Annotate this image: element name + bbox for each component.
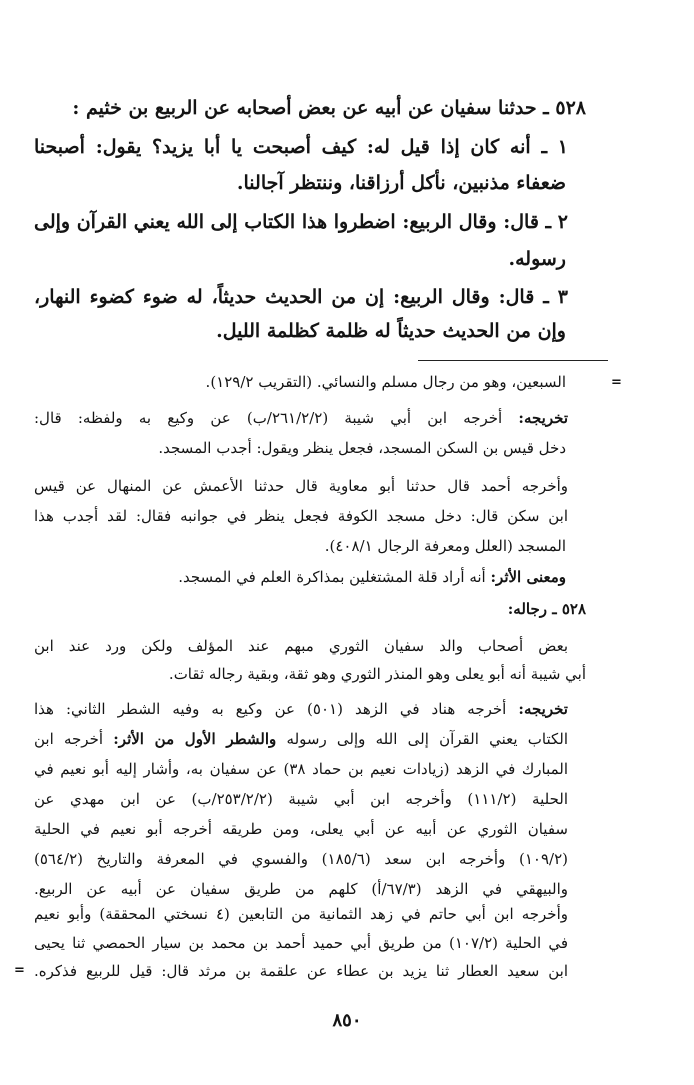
meaning-label: ومعنى الأثر: xyxy=(490,568,566,586)
takhrij-2-line-1: تخريجه: أخرجه هناد في الزهد (٥٠١) عن وكيع به وفيه الشطر الثاني: هذا xyxy=(34,700,568,718)
takhrij-2-line-3: المبارك في الزهد (زيادات نعيم بن حماد ٣٨) عن سفيان به، وأشار إليه أبو نعيم في xyxy=(34,760,569,778)
takhrij-2-line-5: سفيان الثوري عن أبيه عن أبي يعلى، ومن طريقه أخرجه أبو نعيم في الحلية xyxy=(34,820,568,838)
continuation-mark-bottom: = xyxy=(14,963,25,978)
takhrij-2-label: تخريجه: xyxy=(518,700,568,718)
footnote-continuation: السبعين، وهو من رجال مسلم والنسائي. (التقريب ١٢٩/٢). xyxy=(205,373,566,391)
narration-1-line-1: ١ ـ أنه كان إذا قيل له: كيف أصبحت يا أبا يزيد؟ يقول: أصبحنا xyxy=(34,136,568,158)
rijal-line-2: أبي شيبة أنه أبو يعلى وهو المنذر الثوري وهو ثقة، وبقية رجاله ثقات. xyxy=(168,665,586,683)
takhrij-2-line-6: (١٠٩/٢) وأخرجه ابن سعد (١٨٥/٦) والفسوي في المعرفة والتاريخ (٥٦٤/٢) xyxy=(34,850,568,868)
narration-2-line-2: رسوله. xyxy=(508,248,566,270)
takhrij-label: تخريجه: xyxy=(518,409,568,427)
takhrij-1-line-2: دخل قيس بن السكن المسجد، فجعل ينظر ويقول: أجدب المسجد. xyxy=(158,439,566,457)
ahmad-line-3: المسجد (العلل ومعرفة الرجال ٤٠٨/١). xyxy=(324,537,566,555)
narration-3-line-1: ٣ ـ قال: وقال الربيع: إن من الحديث حديثاً، له ضوء كضوء النهار، xyxy=(34,286,568,308)
narration-3-line-2: وإن من الحديث حديثاً له ظلمة كظلمة الليل. xyxy=(216,320,566,342)
takhrij-2-line-7: والبيهقي في الزهد (٦٧/٣/أ) كلهم من طريق سفيان عن أبيه عن الربيع. xyxy=(34,880,568,898)
meaning-line: ومعنى الأثر: أنه أراد قلة المشتغلين بمذاكرة العلم في المسجد. xyxy=(178,568,566,586)
narration-2-line-1: ٢ ـ قال: وقال الربيع: اضطروا هذا الكتاب إلى الله يعني القرآن وإلى xyxy=(34,211,568,233)
hadith-heading: ٥٢٨ ـ حدثنا سفيان عن أبيه عن بعض أصحابه عن الربيع بن خثيم : xyxy=(72,97,586,119)
takhrij-2-line-2: الكتاب يعني القرآن إلى الله وإلى رسوله والشطر الأول من الأثر: أخرجه ابن xyxy=(34,730,569,748)
narration-1-line-2: ضعفاء مذنبين، نأكل أرزاقنا، وننتظر آجالنا. xyxy=(236,172,566,194)
takhrij-2-line-9: في الحلية (١٠٧/٢) من طريق أبي حميد أحمد بن محمد بن سيار الحمصي ثنا يحيى xyxy=(34,934,568,952)
ahmad-line-2: ابن سكن قال: دخل مسجد الكوفة فجعل ينظر في جوانبه فقال: لقد أجدب هذا xyxy=(34,507,568,525)
takhrij-2-line-4: الحلية (١١١/٢) وأخرجه ابن أبي شيبة (٢٥٣/٢/٢/ب) عن ابن مهدي عن xyxy=(34,790,569,808)
rijal-heading: ٥٢٨ ـ رجاله: xyxy=(507,600,586,618)
page-number: ٨٥٠ xyxy=(332,1010,362,1031)
footnote-separator xyxy=(418,360,608,361)
continuation-mark-top: = xyxy=(611,375,622,390)
rijal-line-1: بعض أصحاب والد سفيان الثوري مبهم عند المؤلف ولكن ورد عند ابن xyxy=(34,637,568,655)
takhrij-2-line-8: وأخرجه ابن أبي حاتم في زهد الثمانية من التابعين (٤ نسختي المحققة) وأبو نعيم xyxy=(34,905,568,923)
takhrij-1-line-1: تخريجه: أخرجه ابن أبي شيبة (٢٦١/٢/٢/ب) عن وكيع به ولفظه: قال: xyxy=(34,409,568,427)
takhrij-2-line-10: ابن سعيد العطار ثنا يزيد بن عطاء عن علقمة بن مرثد قال: قيل للربيع فذكره. xyxy=(34,962,568,980)
ahmad-line-1: وأخرجه أحمد قال حدثنا أبو معاوية قال حدثنا الأعمش عن المنهال عن قيس xyxy=(34,477,568,495)
